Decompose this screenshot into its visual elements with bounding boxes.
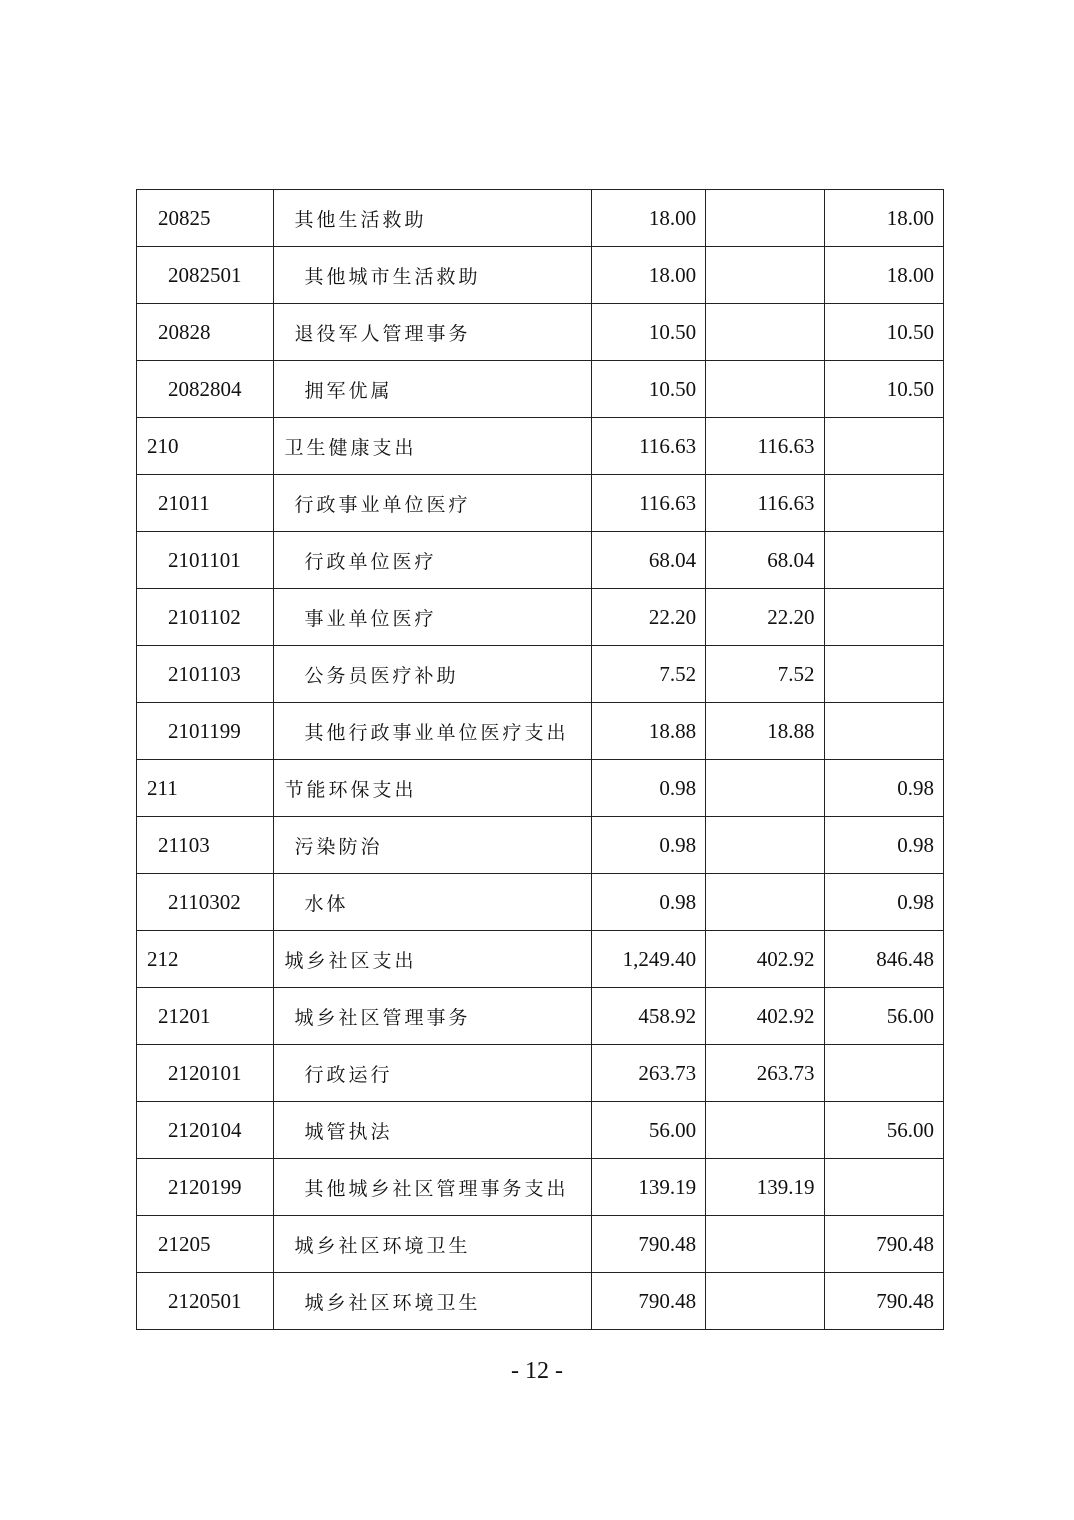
table-row: [137, 532, 944, 589]
total-amount-cell: 10.50: [591, 361, 705, 418]
total-amount-cell: 263.73: [591, 1045, 705, 1102]
project-expenditure-cell: 790.48: [824, 1216, 943, 1273]
basic-expenditure-cell: [706, 874, 824, 931]
table-row: [137, 874, 944, 931]
subject-name-cell: 城管执法: [273, 1102, 591, 1159]
project-expenditure-cell: 0.98: [824, 874, 943, 931]
basic-expenditure-cell: [706, 1273, 824, 1330]
total-amount-cell: 56.00: [591, 1102, 705, 1159]
subject-code-cell: 212: [137, 931, 274, 988]
basic-expenditure-cell: [706, 247, 824, 304]
subject-name-cell: 行政事业单位医疗: [273, 475, 591, 532]
subject-name-cell: 污染防治: [273, 817, 591, 874]
subject-name-cell: 城乡社区管理事务: [273, 988, 591, 1045]
project-expenditure-cell: 0.98: [824, 817, 943, 874]
table-row: [137, 1102, 944, 1159]
table-row: [137, 1159, 944, 1216]
subject-name-cell: 卫生健康支出: [273, 418, 591, 475]
total-amount-cell: 68.04: [591, 532, 705, 589]
project-expenditure-cell: [824, 1045, 943, 1102]
subject-name-cell: 其他城市生活救助: [273, 247, 591, 304]
project-expenditure-cell: 0.98: [824, 760, 943, 817]
subject-code-cell: 2082501: [137, 247, 274, 304]
subject-name-cell: 行政单位医疗: [273, 532, 591, 589]
table-row: [137, 190, 944, 247]
project-expenditure-cell: 56.00: [824, 988, 943, 1045]
subject-name-cell: 其他城乡社区管理事务支出: [273, 1159, 591, 1216]
total-amount-cell: 790.48: [591, 1216, 705, 1273]
table-row: [137, 475, 944, 532]
table-row: [137, 1045, 944, 1102]
total-amount-cell: 7.52: [591, 646, 705, 703]
project-expenditure-cell: [824, 418, 943, 475]
project-expenditure-cell: [824, 589, 943, 646]
project-expenditure-cell: 18.00: [824, 190, 943, 247]
project-expenditure-cell: 56.00: [824, 1102, 943, 1159]
total-amount-cell: 18.88: [591, 703, 705, 760]
table-row: [137, 817, 944, 874]
table-row: [137, 589, 944, 646]
table-row: [137, 1273, 944, 1330]
total-amount-cell: 10.50: [591, 304, 705, 361]
total-amount-cell: 0.98: [591, 874, 705, 931]
table-row: [137, 1216, 944, 1273]
total-amount-cell: 22.20: [591, 589, 705, 646]
table-row: [137, 304, 944, 361]
basic-expenditure-cell: [706, 760, 824, 817]
subject-name-cell: 退役军人管理事务: [273, 304, 591, 361]
subject-name-cell: 节能环保支出: [273, 760, 591, 817]
subject-name-cell: 拥军优属: [273, 361, 591, 418]
basic-expenditure-cell: [706, 361, 824, 418]
basic-expenditure-cell: 263.73: [706, 1045, 824, 1102]
total-amount-cell: 18.00: [591, 247, 705, 304]
total-amount-cell: 458.92: [591, 988, 705, 1045]
subject-code-cell: 20828: [137, 304, 274, 361]
total-amount-cell: 0.98: [591, 760, 705, 817]
table-row: [137, 760, 944, 817]
project-expenditure-cell: [824, 475, 943, 532]
subject-name-cell: 城乡社区支出: [273, 931, 591, 988]
total-amount-cell: 18.00: [591, 190, 705, 247]
subject-code-cell: 2101101: [137, 532, 274, 589]
subject-code-cell: 2120199: [137, 1159, 274, 1216]
table-row: [137, 703, 944, 760]
subject-code-cell: 211: [137, 760, 274, 817]
table-row: [137, 247, 944, 304]
subject-code-cell: 2101102: [137, 589, 274, 646]
basic-expenditure-cell: [706, 1216, 824, 1273]
basic-expenditure-cell: [706, 190, 824, 247]
page-number: - 12 -: [511, 1358, 563, 1384]
subject-name-cell: 公务员医疗补助: [273, 646, 591, 703]
table-row: [137, 988, 944, 1045]
basic-expenditure-cell: 22.20: [706, 589, 824, 646]
basic-expenditure-cell: 402.92: [706, 988, 824, 1045]
subject-name-cell: 水体: [273, 874, 591, 931]
basic-expenditure-cell: 68.04: [706, 532, 824, 589]
project-expenditure-cell: [824, 703, 943, 760]
subject-code-cell: 21201: [137, 988, 274, 1045]
subject-code-cell: 20825: [137, 190, 274, 247]
basic-expenditure-cell: [706, 304, 824, 361]
subject-code-cell: 21103: [137, 817, 274, 874]
project-expenditure-cell: [824, 646, 943, 703]
subject-code-cell: 2082804: [137, 361, 274, 418]
subject-name-cell: 事业单位医疗: [273, 589, 591, 646]
total-amount-cell: 139.19: [591, 1159, 705, 1216]
subject-code-cell: 2101103: [137, 646, 274, 703]
basic-expenditure-cell: 7.52: [706, 646, 824, 703]
basic-expenditure-cell: 18.88: [706, 703, 824, 760]
total-amount-cell: 1,249.40: [591, 931, 705, 988]
basic-expenditure-cell: 402.92: [706, 931, 824, 988]
total-amount-cell: 0.98: [591, 817, 705, 874]
subject-code-cell: 21205: [137, 1216, 274, 1273]
basic-expenditure-cell: [706, 817, 824, 874]
subject-code-cell: 2120101: [137, 1045, 274, 1102]
basic-expenditure-cell: [706, 1102, 824, 1159]
subject-code-cell: 2120104: [137, 1102, 274, 1159]
basic-expenditure-cell: 139.19: [706, 1159, 824, 1216]
table-row: [137, 646, 944, 703]
table-row: [137, 931, 944, 988]
total-amount-cell: 790.48: [591, 1273, 705, 1330]
subject-code-cell: 2101199: [137, 703, 274, 760]
subject-code-cell: 2120501: [137, 1273, 274, 1330]
project-expenditure-cell: 10.50: [824, 304, 943, 361]
subject-name-cell: 行政运行: [273, 1045, 591, 1102]
project-expenditure-cell: 18.00: [824, 247, 943, 304]
project-expenditure-cell: 790.48: [824, 1273, 943, 1330]
budget-table: [136, 189, 944, 1330]
table-body: [137, 190, 944, 1330]
project-expenditure-cell: [824, 1159, 943, 1216]
basic-expenditure-cell: 116.63: [706, 418, 824, 475]
total-amount-cell: 116.63: [591, 418, 705, 475]
subject-name-cell: 城乡社区环境卫生: [273, 1216, 591, 1273]
total-amount-cell: 116.63: [591, 475, 705, 532]
project-expenditure-cell: 10.50: [824, 361, 943, 418]
table-row: [137, 418, 944, 475]
subject-name-cell: 其他生活救助: [273, 190, 591, 247]
subject-code-cell: 2110302: [137, 874, 274, 931]
subject-name-cell: 其他行政事业单位医疗支出: [273, 703, 591, 760]
table-row: [137, 361, 944, 418]
basic-expenditure-cell: 116.63: [706, 475, 824, 532]
subject-code-cell: 210: [137, 418, 274, 475]
project-expenditure-cell: 846.48: [824, 931, 943, 988]
project-expenditure-cell: [824, 532, 943, 589]
subject-name-cell: 城乡社区环境卫生: [273, 1273, 591, 1330]
subject-code-cell: 21011: [137, 475, 274, 532]
